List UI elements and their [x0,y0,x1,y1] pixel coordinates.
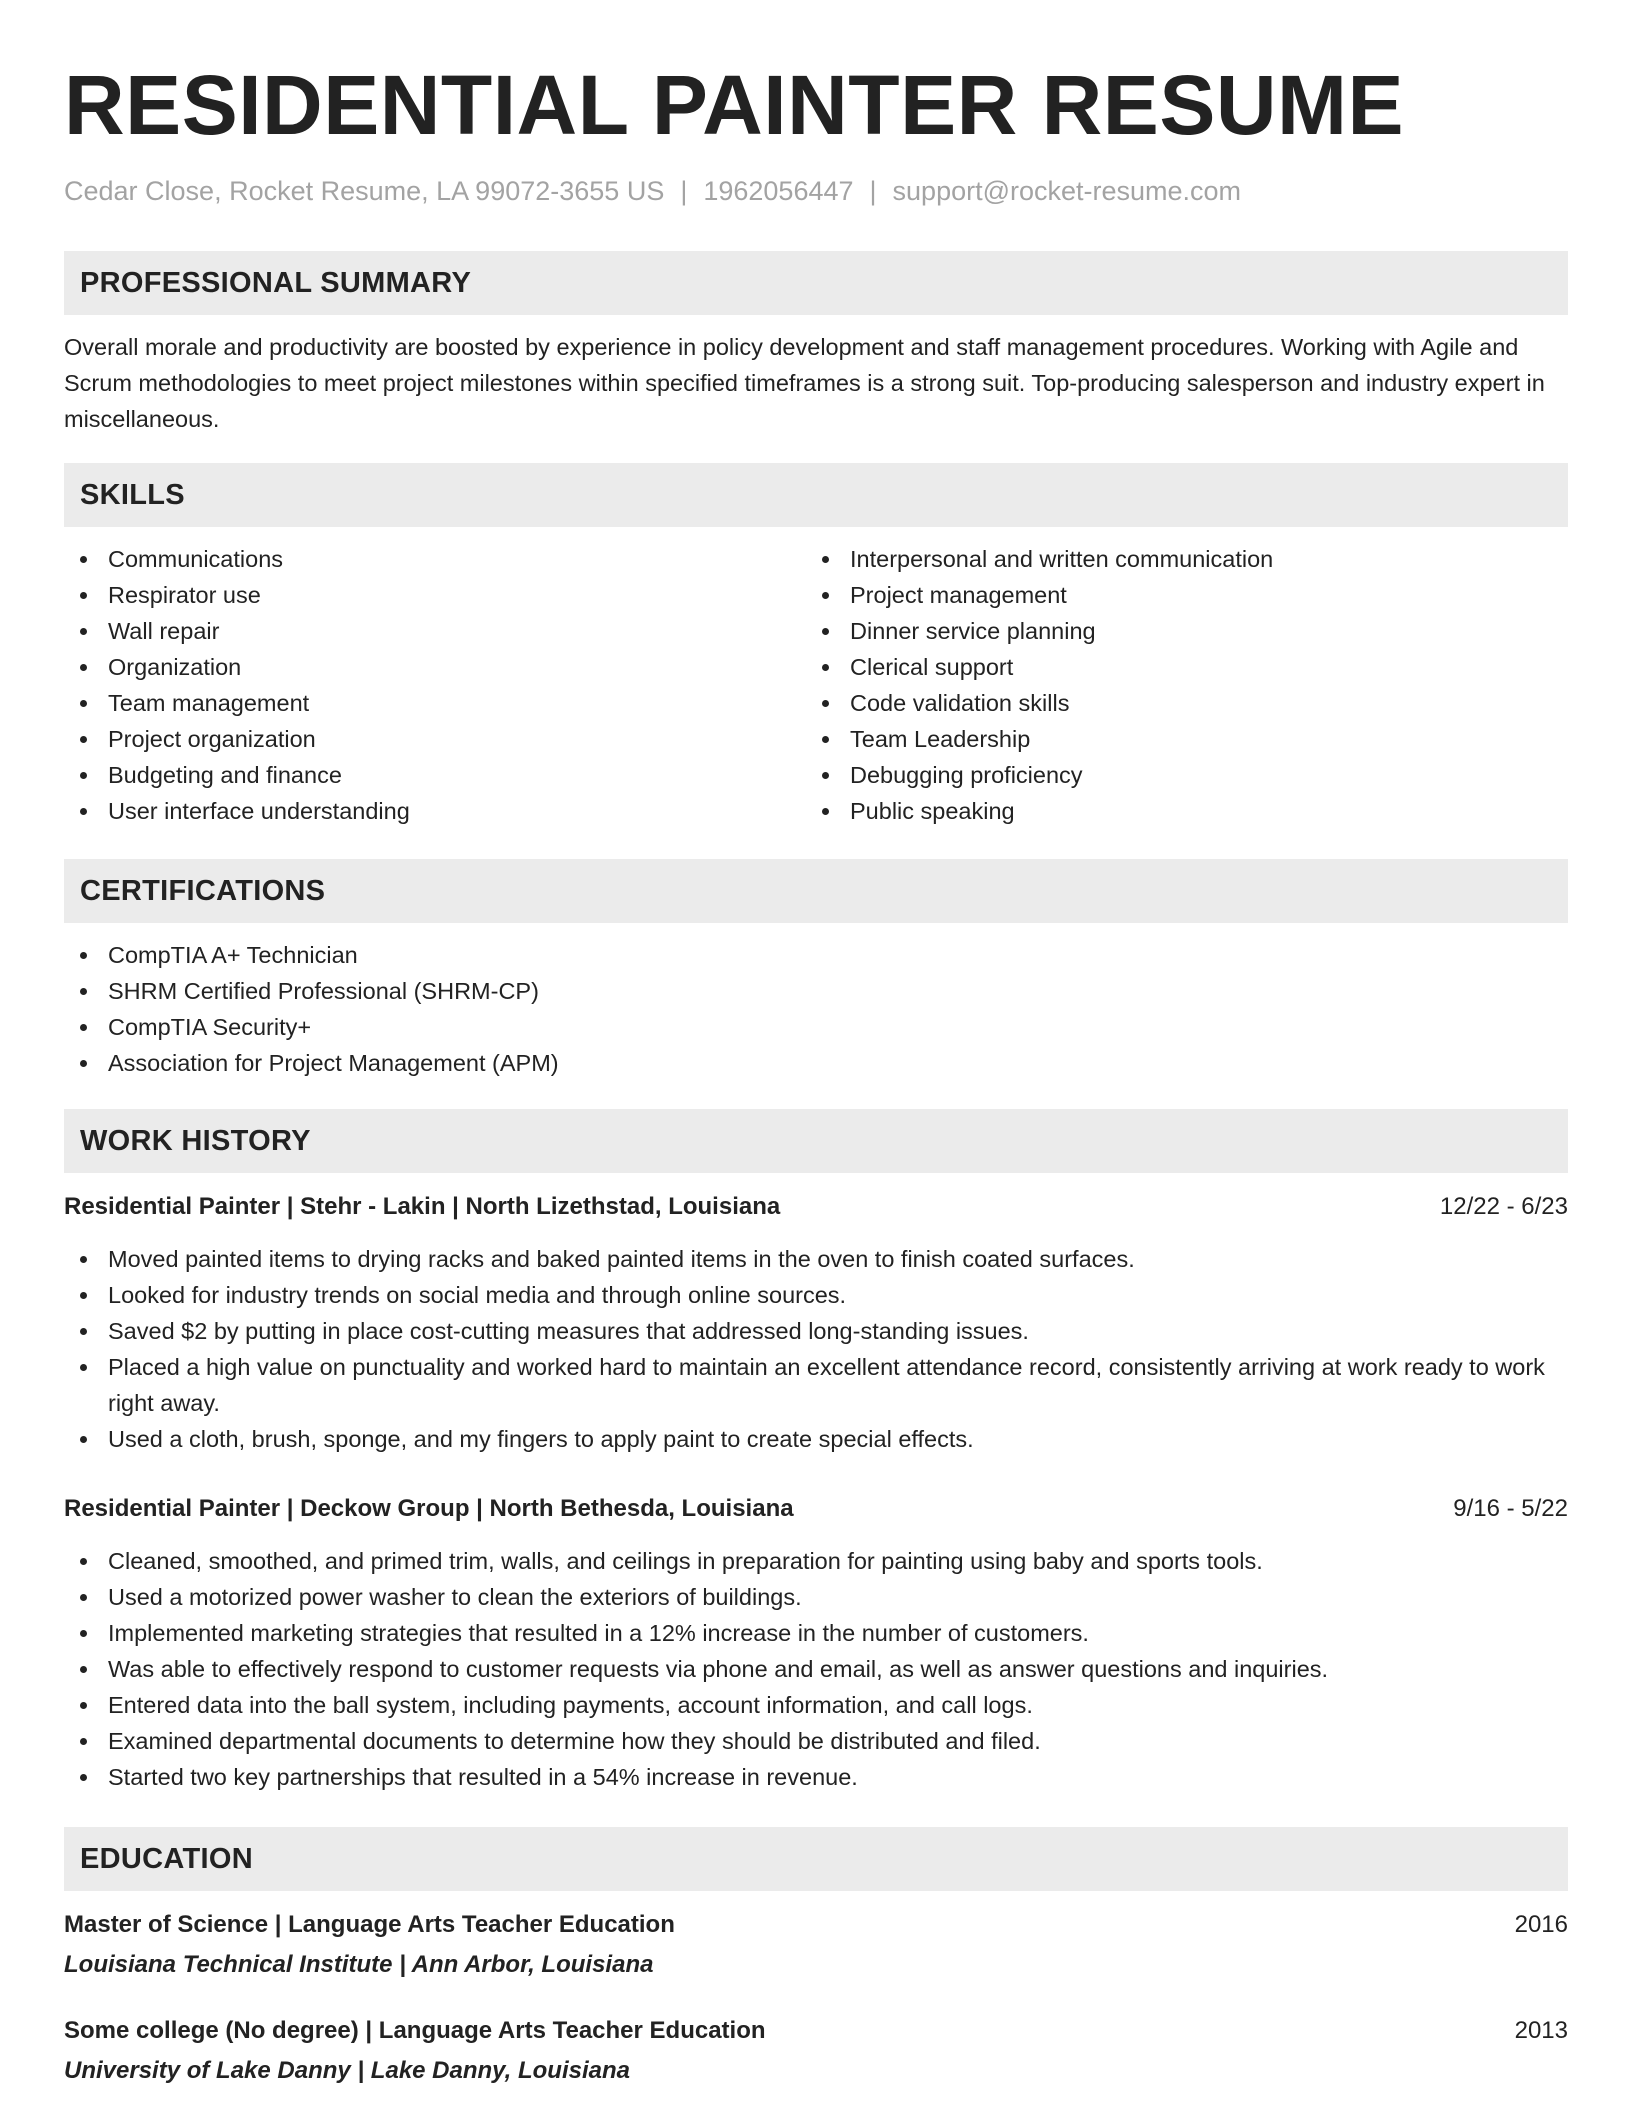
job-duty-item: Implemented marketing strategies that resulted in a 12% increase in the number of customers. [64,1615,1568,1651]
skills-column-right [806,541,1548,829]
summary-heading: PROFESSIONAL SUMMARY [64,251,1568,315]
job-duty-item: Used a motorized power washer to clean the exteriors of buildings. [64,1579,1568,1615]
certification-item: SHRM Certified Professional (SHRM-CP) [64,973,1568,1009]
job-duty-item: Cleaned, smoothed, and primed trim, walls, and ceilings in preparation for painting using baby and sports tools. [64,1543,1568,1579]
education-heading: EDUCATION [64,1827,1568,1891]
job-title: Residential Painter | Deckow Group | North Bethesda, Louisiana [64,1495,794,1522]
job-duty-item: Used a cloth, brush, sponge, and my fingers to apply paint to create special effects. [64,1421,1568,1457]
education-school: Louisiana Technical Institute | Ann Arbor, Louisiana [64,1951,654,1978]
skill-item: Budgeting and finance [64,757,806,793]
skill-item: Clerical support [806,649,1548,685]
job-duties [64,1241,1568,1457]
contact-email: support@rocket-resume.com [892,176,1242,206]
job-dates: 9/16 - 5/22 [1453,1495,1568,1522]
contact-line [64,174,1568,208]
education-entry [64,1907,1568,1983]
resume-title: RESIDENTIAL PAINTER RESUME [64,58,1405,152]
education-year: 2013 [1514,2017,1568,2044]
job-duty-item: Saved $2 by putting in place cost-cutting measures that addressed long-standing issues. [64,1313,1568,1349]
job-duties [64,1543,1568,1795]
skill-item: User interface understanding [64,793,806,829]
job-duty-item: Was able to effectively respond to customer requests via phone and email, as well as answer questions and inquiries. [64,1651,1568,1687]
education-entry [64,2013,1568,2089]
job-duty-item: Looked for industry trends on social media and through online sources. [64,1277,1568,1313]
contact-separator: | [869,176,877,206]
summary-text: Overall morale and productivity are boosted by experience in policy development and staff management procedures. Working with Agile and Scrum methodologies to meet project milestones within specified timeframes is a strong suit. Top-producing salesperson and industry expert in miscellaneous. [64,334,1545,432]
certification-item: Association for Project Management (APM) [64,1045,1568,1081]
education-header [64,1907,1568,1943]
skill-item: Project organization [64,721,806,757]
skill-item: Communications [64,541,806,577]
education-header [64,2013,1568,2049]
contact-phone: 1962056447 [703,176,854,206]
job-duty-item: Moved painted items to drying racks and baked painted items in the oven to finish coated surfaces. [64,1241,1568,1277]
job-duty-item: Started two key partnerships that resulted in a 54% increase in revenue. [64,1759,1568,1795]
skill-item: Dinner service planning [806,613,1548,649]
education-school: University of Lake Danny | Lake Danny, Louisiana [64,2057,630,2084]
resume-page [64,50,1568,2089]
work-history-heading: WORK HISTORY [64,1109,1568,1173]
skill-item: Wall repair [64,613,806,649]
job-duty-item: Entered data into the ball system, including payments, account information, and call logs. [64,1687,1568,1723]
job-entry [64,1189,1568,1457]
contact-separator: | [680,176,688,206]
contact-address: Cedar Close, Rocket Resume, LA 99072-3655 US [64,176,665,206]
job-title: Residential Painter | Stehr - Lakin | North Lizethstad, Louisiana [64,1193,781,1220]
skill-item: Project management [806,577,1548,613]
skills-list [64,541,1568,829]
job-entry [64,1491,1568,1795]
certification-item: CompTIA Security+ [64,1009,1568,1045]
education-year: 2016 [1514,1911,1568,1938]
job-header [64,1189,1568,1225]
skill-item: Interpersonal and written communication [806,541,1548,577]
job-dates: 12/22 - 6/23 [1439,1193,1568,1220]
education-degree: Master of Science | Language Arts Teacher Education [64,1911,675,1938]
certifications-list [64,937,1568,1081]
certifications-heading: CERTIFICATIONS [64,859,1568,923]
skills-column-left [64,541,806,829]
job-duty-item: Examined departmental documents to determine how they should be distributed and filed. [64,1723,1568,1759]
education-degree: Some college (No degree) | Language Arts Teacher Education [64,2017,766,2044]
certification-item: CompTIA A+ Technician [64,937,1568,973]
job-duty-item: Placed a high value on punctuality and worked hard to maintain an excellent attendance record, consistently arriving at work ready to work right away. [64,1349,1568,1421]
skill-item: Respirator use [64,577,806,613]
skills-heading: SKILLS [64,463,1568,527]
skill-item: Public speaking [806,793,1548,829]
job-header [64,1491,1568,1527]
skill-item: Team Leadership [806,721,1548,757]
skill-item: Organization [64,649,806,685]
skill-item: Code validation skills [806,685,1548,721]
skill-item: Debugging proficiency [806,757,1548,793]
skill-item: Team management [64,685,806,721]
